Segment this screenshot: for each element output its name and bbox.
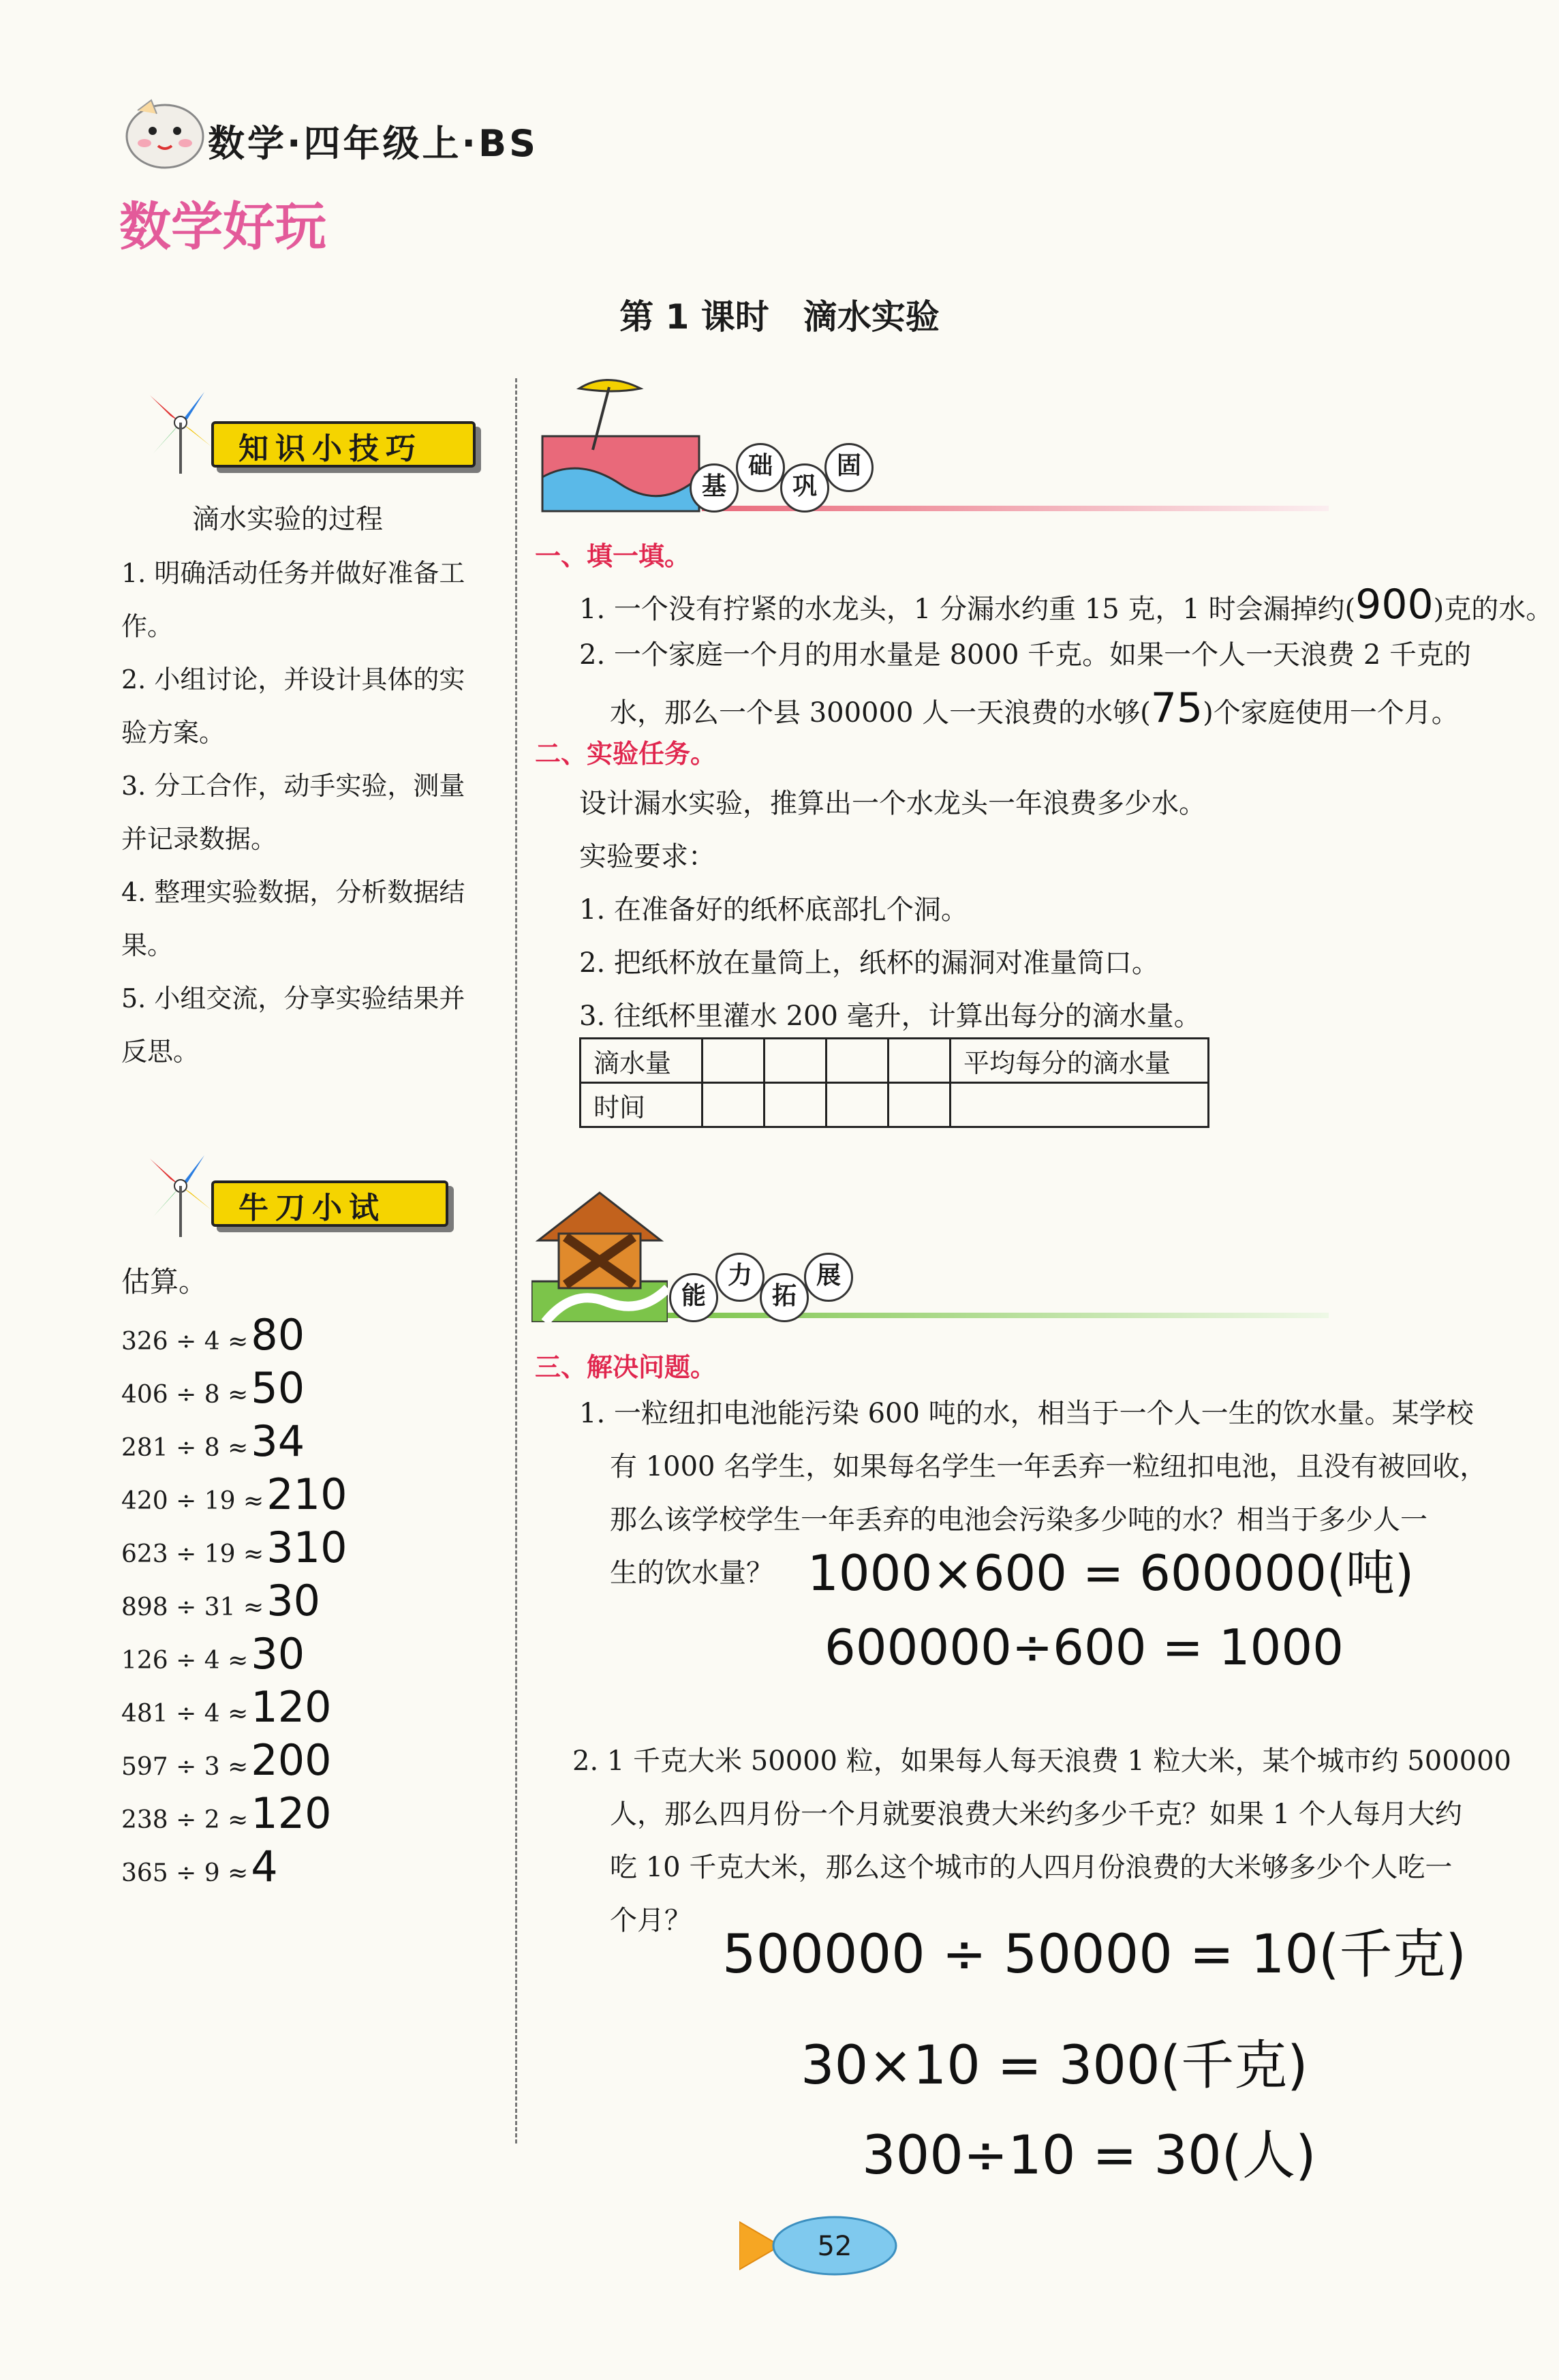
practice-badge bbox=[129, 1145, 484, 1240]
estimation-item: 898 ÷ 31 ≈30 bbox=[121, 1576, 321, 1626]
badge-bubble: 固 bbox=[824, 443, 874, 492]
beach-umbrella-icon bbox=[538, 375, 702, 518]
handwritten-answer: 80 bbox=[251, 1310, 305, 1360]
column-divider bbox=[515, 378, 517, 2143]
series-title: 数学好玩 bbox=[119, 196, 326, 257]
estimation-item: 597 ÷ 3 ≈200 bbox=[121, 1735, 332, 1785]
table-cell bbox=[703, 1039, 765, 1083]
handwritten-answer: 34 bbox=[251, 1416, 305, 1466]
badge-bubble: 展 bbox=[804, 1253, 853, 1302]
handwritten-answer: 310 bbox=[266, 1523, 348, 1572]
estimation-item: 420 ÷ 19 ≈210 bbox=[121, 1469, 348, 1519]
tips-badge bbox=[129, 382, 484, 477]
handwritten-answer: 4 bbox=[251, 1842, 278, 1891]
estimation-item: 238 ÷ 2 ≈120 bbox=[121, 1788, 332, 1838]
practice-label: 估算。 bbox=[121, 1265, 208, 1298]
estimation-item: 623 ÷ 19 ≈310 bbox=[121, 1523, 348, 1572]
handwritten-work: 30×10 = 300(千克) bbox=[801, 2035, 1308, 2096]
table-row-label: 滴水量 bbox=[581, 1039, 703, 1083]
section-1-title: 一、填一填。 bbox=[535, 541, 691, 571]
requirement: 2. 把纸杯放在量筒上，纸杯的漏洞对准量筒口。 bbox=[579, 947, 1159, 979]
problem-1: 1. 一粒纽扣电池能污染 600 吨的水，相当于一个人一生的饮水量。某学校 有 1000 名学生，如果每名学生一年丢弃一粒纽扣电池，且没有被回收， 那么该学校学生一年丢弃的电池会污染多少吨的水？相当于多少人一 生的饮水量？ bbox=[579, 1398, 1487, 1589]
table-cell bbox=[889, 1083, 951, 1127]
tip-step: 4. 整理实验数据，分析数据结果。 bbox=[121, 877, 465, 960]
handwritten-work: 500000 ÷ 50000 = 10(千克) bbox=[722, 1924, 1466, 1985]
handwritten-work: 600000÷600 = 1000 bbox=[824, 1619, 1344, 1676]
handwritten-answer: 30 bbox=[251, 1629, 305, 1679]
badge-bubble: 力 bbox=[715, 1253, 765, 1302]
badge-bubble: 能 bbox=[669, 1273, 718, 1322]
estimation-item: 406 ÷ 8 ≈50 bbox=[121, 1363, 305, 1413]
lesson-title: 第 1 课时 滴水实验 bbox=[619, 297, 940, 337]
estimation-item: 326 ÷ 4 ≈80 bbox=[121, 1310, 305, 1360]
extension-badge bbox=[531, 1186, 1329, 1329]
handwritten-answer: 210 bbox=[266, 1469, 348, 1519]
tip-step: 3. 分工合作，动手实验，测量并记录数据。 bbox=[121, 771, 465, 854]
section-3-title: 三、解决问题。 bbox=[535, 1352, 717, 1382]
mascot-icon bbox=[117, 83, 213, 172]
table-cell bbox=[827, 1083, 889, 1127]
table-cell bbox=[951, 1083, 1209, 1127]
tips-heading: 滴水实验的过程 bbox=[192, 504, 383, 535]
badge-bubble: 拓 bbox=[760, 1273, 809, 1322]
table-cell bbox=[703, 1083, 765, 1127]
requirement: 3. 往纸杯里灌水 200 毫升，计算出每分的滴水量。 bbox=[579, 1001, 1201, 1032]
handwritten-answer: 120 bbox=[251, 1788, 332, 1838]
estimation-item: 281 ÷ 8 ≈34 bbox=[121, 1416, 305, 1466]
estimation-list bbox=[121, 1309, 489, 1893]
estimation-item: 365 ÷ 9 ≈4 bbox=[121, 1842, 278, 1891]
tips-steps bbox=[121, 547, 476, 1078]
handwritten-work: 300÷10 = 30(人) bbox=[862, 2125, 1316, 2186]
experiment-table bbox=[579, 1037, 1209, 1128]
page-number-fish bbox=[739, 2212, 903, 2280]
table-header-average: 平均每分的滴水量 bbox=[951, 1039, 1209, 1083]
tip-step: 2. 小组讨论，并设计具体的实验方案。 bbox=[121, 665, 465, 748]
requirement: 1. 在准备好的纸杯底部扎个洞。 bbox=[579, 894, 968, 926]
book-title: 数学·四年级上·BS bbox=[208, 122, 539, 165]
basics-badge bbox=[538, 375, 1329, 525]
tip-step: 1. 明确活动任务并做好准备工作。 bbox=[121, 558, 465, 641]
handwritten-answer: 50 bbox=[251, 1363, 305, 1413]
question-1-1: 1. 一个没有拧紧的水龙头，1 分漏水约重 15 克，1 时会漏掉约(900)克的水。 bbox=[579, 581, 1554, 628]
badge-bubble: 础 bbox=[736, 443, 785, 492]
experiment-text: 设计漏水实验，推算出一个水龙头一年浪费多少水。 实验要求： 1. 在准备好的纸杯底部扎个洞。 2. 把纸杯放在量筒上，纸杯的漏洞对准量筒口。 3. 往纸杯里灌水 200 毫升，计算出每分的滴水量。 bbox=[579, 777, 1206, 1043]
badge-bubble: 巩 bbox=[780, 463, 829, 513]
problem-2: 2. 1 千克大米 50000 粒，如果每人每天浪费 1 粒大米，某个城市约 500000 人，那么四月份一个月就要浪费大米约多少千克？如果 1 个人每月大约 吃 10 千克大米，那么这个城市的人四月份浪费的大米够多少个人吃一 个月？ bbox=[572, 1745, 1512, 1936]
table-cell bbox=[765, 1039, 827, 1083]
question-1-2: 2. 一个家庭一个月的用水量是 8000 千克。如果一个人一天浪费 2 千克的 水，那么一个县 300000 人一天浪费的水够(75)个家庭使用一个月。 bbox=[579, 639, 1471, 732]
tip-step: 5. 小组交流，分享实验结果并反思。 bbox=[121, 983, 465, 1067]
table-cell bbox=[889, 1039, 951, 1083]
house-icon bbox=[531, 1186, 668, 1322]
handwritten-answer: 75 bbox=[1150, 684, 1203, 732]
practice-badge-label: 牛刀小试 bbox=[238, 1191, 386, 1225]
section-2-title: 二、实验任务。 bbox=[535, 739, 717, 769]
handwritten-answer: 30 bbox=[266, 1576, 321, 1626]
estimation-item: 126 ÷ 4 ≈30 bbox=[121, 1629, 305, 1679]
badge-bubble: 基 bbox=[690, 463, 739, 513]
estimation-item: 481 ÷ 4 ≈120 bbox=[121, 1682, 332, 1732]
page-number: 52 bbox=[817, 2231, 852, 2262]
table-cell bbox=[765, 1083, 827, 1127]
table-row-label: 时间 bbox=[581, 1083, 703, 1127]
tips-badge-label: 知识小技巧 bbox=[238, 431, 422, 466]
table-cell bbox=[827, 1039, 889, 1083]
handwritten-answer: 900 bbox=[1355, 581, 1434, 628]
handwritten-answer: 120 bbox=[251, 1682, 332, 1732]
handwritten-work: 1000×600 = 600000(吨) bbox=[807, 1544, 1415, 1602]
handwritten-answer: 200 bbox=[251, 1735, 332, 1785]
